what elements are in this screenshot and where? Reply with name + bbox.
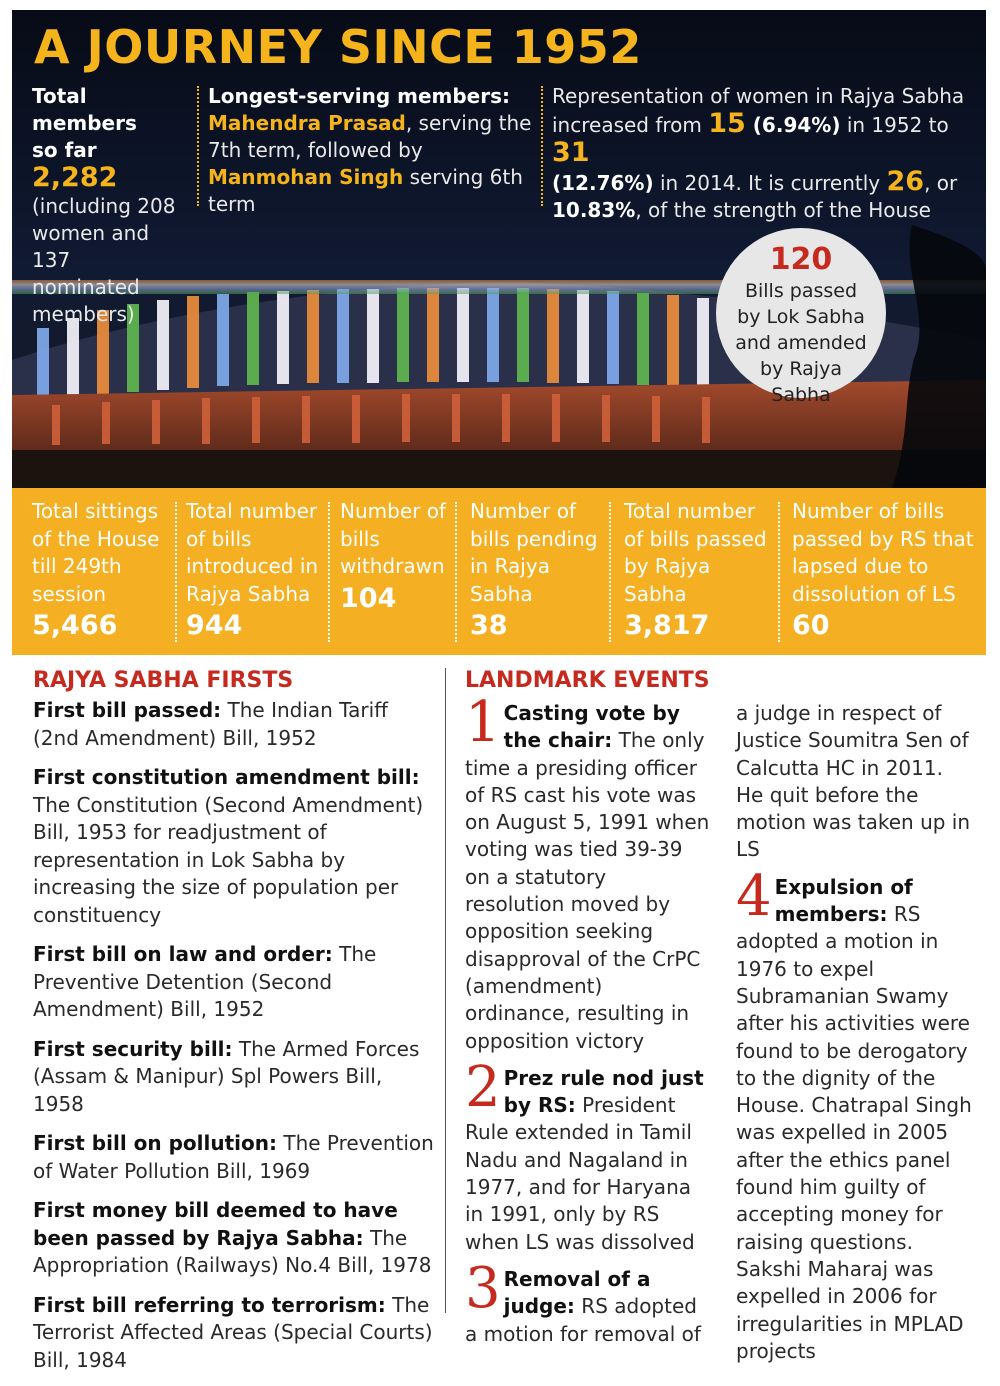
event-text: The only time a presiding officer of RS cast his vote was on August 5, 1991 when voting was tied 39-39 on a statutory resolution moved by opposition seeking disapproval of the CrPC (amendment) ordinance, resulting in opposition victory	[465, 728, 710, 1053]
item-text: The Constitution (Second Amendment) Bill, 1953 for readjustment of representation in Lok Sabha by increasing the size of population per constituency	[33, 792, 424, 927]
event-prez-rule	[465, 1054, 710, 1256]
women-text-5: in 2014. It is currently	[653, 171, 887, 195]
stat-label: Number of bills passed by RS that lapsed due to dissolution of LS	[792, 499, 974, 606]
stat-value: 104	[340, 582, 397, 614]
members-prefix: so far	[32, 138, 97, 162]
women-1952-pct: (6.94%)	[745, 113, 841, 137]
women-current-count: 26	[886, 166, 925, 197]
list-item	[33, 1036, 438, 1119]
stat-value: 38	[470, 610, 508, 641]
strip-divider	[175, 502, 177, 642]
page-title: A JOURNEY SINCE 1952	[34, 20, 642, 74]
strip-divider	[609, 502, 611, 642]
event-number: 2	[465, 1054, 501, 1120]
event-casting-vote	[465, 690, 710, 1055]
event-label: Expulsion of members:	[774, 874, 913, 927]
event-number: 4	[736, 863, 772, 929]
stat-bills-passed	[624, 498, 774, 641]
stat-divider	[541, 86, 543, 206]
item-text: The Appropriation (Railways) No.4 Bill, 1978	[33, 1225, 432, 1277]
stat-label: Total sittings of the House till 249th session	[32, 499, 160, 606]
longest-name-1: Mahendra Prasad	[208, 111, 406, 135]
list-item	[33, 1292, 438, 1375]
item-label: First constitution amendment bill:	[33, 765, 420, 789]
longest-serving-stat	[208, 83, 538, 218]
item-text: The Terrorist Affected Areas (Special Courts) Bill, 1984	[33, 1292, 433, 1372]
stat-total-sittings	[32, 498, 172, 641]
item-label: First bill passed:	[33, 698, 222, 722]
item-label: First bill on law and order:	[33, 942, 333, 966]
events-heading: LANDMARK EVENTS	[465, 668, 710, 693]
item-label: First bill on pollution:	[33, 1131, 277, 1155]
event-number: 3	[465, 1255, 501, 1321]
stat-bills-pending	[470, 498, 605, 641]
event-label: Casting vote by the chair:	[503, 701, 680, 753]
women-1952-count: 15	[708, 108, 746, 139]
item-label: First security bill:	[33, 1036, 233, 1061]
item-text: The Armed Forces (Assam & Manipur) Spl Powers Bill, 1958	[33, 1036, 420, 1116]
event-removal-judge	[465, 1255, 710, 1348]
members-detail: (including 208 women and 137 nominated members)	[32, 194, 176, 326]
stat-bills-introduced	[186, 498, 326, 641]
item-text: The Preventive Detention (Second Amendment) Bill, 1952	[33, 942, 377, 1021]
strip-divider	[328, 502, 330, 642]
stat-bills-lapsed	[792, 498, 977, 641]
members-label: Total members	[32, 84, 137, 135]
stat-value: 5,466	[32, 610, 118, 641]
women-2014-pct: (12.76%)	[552, 171, 654, 195]
members-count: 2,282	[32, 162, 118, 193]
event-text: a judge in respect of Justice Soumitra Sen of Calcutta HC in 2011. He quit before the motion was taken up in LS	[736, 701, 971, 862]
item-label: First money bill deemed to have been passed by Rajya Sabha:	[33, 1198, 398, 1250]
list-item	[33, 764, 438, 929]
event-removal-judge-cont	[736, 700, 976, 864]
women-representation-stat	[552, 83, 972, 224]
women-current-pct: 10.83%	[552, 198, 636, 222]
list-item	[33, 941, 438, 1024]
stat-label: Total number of bills introduced in Rajya Sabha	[186, 499, 319, 606]
item-label: First bill referring to terrorism:	[33, 1292, 386, 1317]
event-text: RS adopted a motion for removal of	[465, 1294, 701, 1346]
strip-divider	[778, 502, 780, 642]
women-text-8: , of the strength of the House	[635, 198, 931, 222]
events-column-right	[736, 700, 976, 1375]
stats-strip	[12, 488, 986, 655]
column-divider	[445, 668, 446, 1313]
total-members-stat	[32, 83, 184, 328]
stat-value: 3,817	[624, 610, 710, 641]
stat-label: Number of bills pending in Rajya Sabha	[470, 499, 598, 606]
longest-name-2: Manmohan Singh	[208, 165, 404, 189]
stat-divider	[197, 86, 199, 206]
event-label: Prez rule nod just by RS:	[503, 1065, 704, 1118]
item-text: The Prevention of Water Pollution Bill, 1969	[33, 1131, 434, 1183]
events-column-left	[465, 690, 710, 1358]
stat-label: Number of bills withdrawn	[340, 499, 446, 578]
item-text: The Indian Tariff (2nd Amendment) Bill, 1952	[33, 698, 388, 750]
longest-mid: , serving the 7th term, followed by	[208, 111, 532, 162]
hero-banner	[12, 10, 986, 488]
strip-divider	[455, 502, 457, 642]
longest-tail: serving 6th term	[208, 165, 523, 216]
list-item	[33, 1130, 438, 1185]
women-2014-count: 31	[552, 137, 590, 168]
event-text: President Rule extended in Tamil Nadu and Nagaland in 1977, and for Haryana in 1991, only by RS when LS was dissolved	[465, 1093, 695, 1254]
stat-bills-withdrawn	[340, 498, 450, 614]
stat-value: 60	[792, 610, 830, 641]
list-item	[33, 1197, 438, 1280]
event-number: 1	[465, 690, 501, 755]
event-label: Removal of a judge:	[503, 1266, 651, 1319]
bills-amended-number: 120	[769, 242, 833, 277]
list-item	[33, 697, 438, 752]
event-expulsion	[736, 863, 976, 1365]
bills-amended-text: Bills passed by Lok Sabha and amended by Rajya Sabha	[735, 280, 867, 406]
longest-heading: Longest-serving members:	[208, 84, 511, 108]
event-text: RS adopted a motion in 1976 to expel Subramanian Swamy after his activities were found to be derogatory to the dignity of the House. Chatrapal Singh was expelled in 2005 after the ethics panel found him guilty of accepting money for raising questions. Sakshi Maharaj was expelled in 2006 for irregularities in MPLAD projects	[736, 902, 972, 1363]
firsts-list	[33, 697, 438, 1386]
stat-value: 944	[186, 610, 243, 641]
stat-label: Total number of bills passed by Rajya Sabha	[624, 499, 767, 606]
women-text-6: , or	[924, 171, 958, 195]
firsts-heading: RAJYA SABHA FIRSTS	[33, 668, 294, 693]
bills-amended-callout	[716, 228, 886, 406]
women-text-1: Representation of women in Rajya Sabha increased from	[552, 84, 965, 137]
women-text-3: in 1952 to	[840, 113, 949, 137]
